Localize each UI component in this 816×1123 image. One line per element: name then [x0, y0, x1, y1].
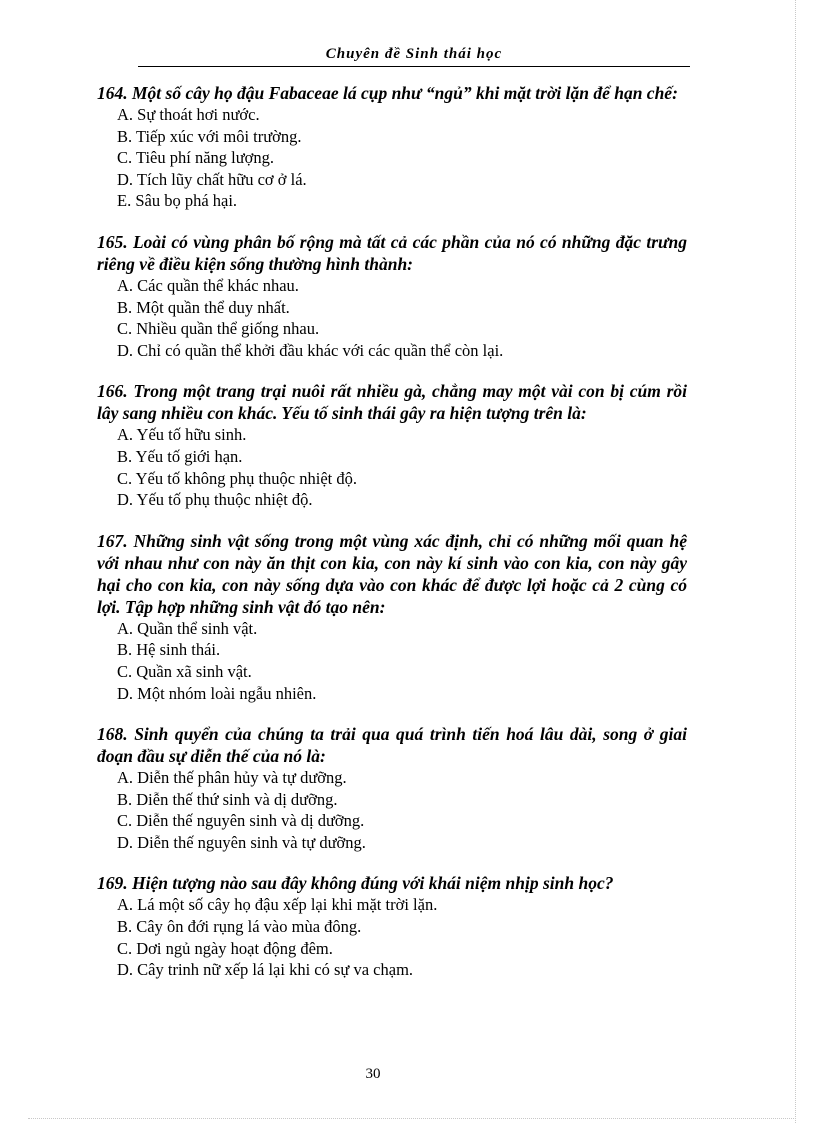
question-list [97, 82, 687, 1000]
answer-option: D. Cây trinh nữ xếp lá lại khi có sự va chạm. [117, 960, 414, 980]
answer-option: C. Nhiều quần thể giống nhau. [117, 319, 320, 339]
answer-option: B. Hệ sinh thái. [117, 640, 221, 660]
answer-option: D. Diễn thế nguyên sinh và tự dưỡng. [117, 832, 366, 852]
answer-options [97, 424, 687, 510]
question-169 [97, 872, 687, 980]
answer-option: A. Yếu tố hữu sinh. [117, 425, 247, 445]
answer-option: C. Yếu tố không phụ thuộc nhiệt độ. [117, 468, 357, 488]
question-title: 166. Trong một trang trại nuôi rất nhiều gà, chẳng may một vài con bị cúm rồi lây sang nhiều con khác. Yếu tố sinh thái gây ra hiện tượng trên là: [97, 381, 687, 424]
answer-options [97, 894, 687, 980]
question-165 [97, 231, 687, 361]
answer-option: E. Sâu bọ phá hại. [117, 191, 238, 211]
page-border-bottom [28, 1118, 796, 1119]
answer-option: B. Yếu tố giới hạn. [117, 446, 243, 466]
answer-option: A. Sự thoát hơi nước. [117, 105, 260, 124]
answer-options [97, 767, 687, 853]
question-title: 168. Sinh quyển của chúng ta trải qua quá trình tiến hoá lâu dài, song ở giai đoạn đầu sự diễn thế của nó là: [97, 724, 687, 767]
answer-option: C. Quần xã sinh vật. [117, 661, 252, 681]
answer-option: B. Diễn thế thứ sinh và dị dưỡng. [117, 789, 338, 809]
answer-option: D. Tích lũy chất hữu cơ ở lá. [117, 169, 307, 189]
question-167 [97, 530, 687, 704]
answer-option: C. Tiêu phí năng lượng. [117, 148, 275, 168]
answer-option: A. Lá một số cây họ đậu xếp lại khi mặt trời lặn. [117, 895, 438, 915]
answer-option: A. Diễn thế phân hủy và tự dưỡng. [117, 768, 347, 788]
answer-option: A. Quần thể sinh vật. [117, 618, 258, 638]
running-header: Chuyên đề Sinh thái học [138, 46, 690, 67]
question-168 [97, 723, 687, 853]
answer-option: B. Một quần thể duy nhất. [117, 297, 290, 317]
answer-option: D. Một nhóm loài ngẫu nhiên. [117, 683, 317, 703]
answer-option: D. Chỉ có quần thể khởi đầu khác với các quần thể còn lại. [117, 340, 504, 360]
answer-options [97, 104, 687, 212]
answer-option: D. Yếu tố phụ thuộc nhiệt độ. [117, 490, 313, 510]
page-border-right [795, 0, 796, 1123]
answer-option: B. Cây ôn đới rụng lá vào mùa đông. [117, 917, 362, 937]
answer-option: C. Dơi ngủ ngày hoạt động đêm. [117, 938, 333, 958]
question-title: 165. Loài có vùng phân bố rộng mà tất cả các phần của nó có những đặc trưng riêng về điều kiện sống thường hình thành: [97, 231, 687, 274]
answer-options [97, 275, 687, 361]
question-164 [97, 82, 687, 212]
page-number: 30 [365, 1066, 381, 1082]
question-title: 167. Những sinh vật sống trong một vùng xác định, chỉ có những mối quan hệ với nhau như con này ăn thịt con kia, con này kí sinh vào con kia, con này gây hại cho con kia, con này sống dựa vào con khác để được lợi hoặc cả 2 cùng có lợi. Tập hợp những sinh vật đó tạo nên: [97, 530, 687, 617]
answer-option: B. Tiếp xúc với môi trường. [117, 126, 302, 146]
answer-option: C. Diễn thế nguyên sinh và dị dưỡng. [117, 811, 365, 831]
answer-option: A. Các quần thể khác nhau. [117, 275, 299, 295]
question-title: 169. Hiện tượng nào sau đây không đúng với khái niệm nhịp sinh học? [97, 873, 614, 894]
answer-options [97, 618, 687, 704]
question-title: 164. Một số cây họ đậu Fabaceae lá cụp như “ngủ” khi mặt trời lặn để hạn chế: [97, 83, 678, 103]
question-166 [97, 380, 687, 510]
